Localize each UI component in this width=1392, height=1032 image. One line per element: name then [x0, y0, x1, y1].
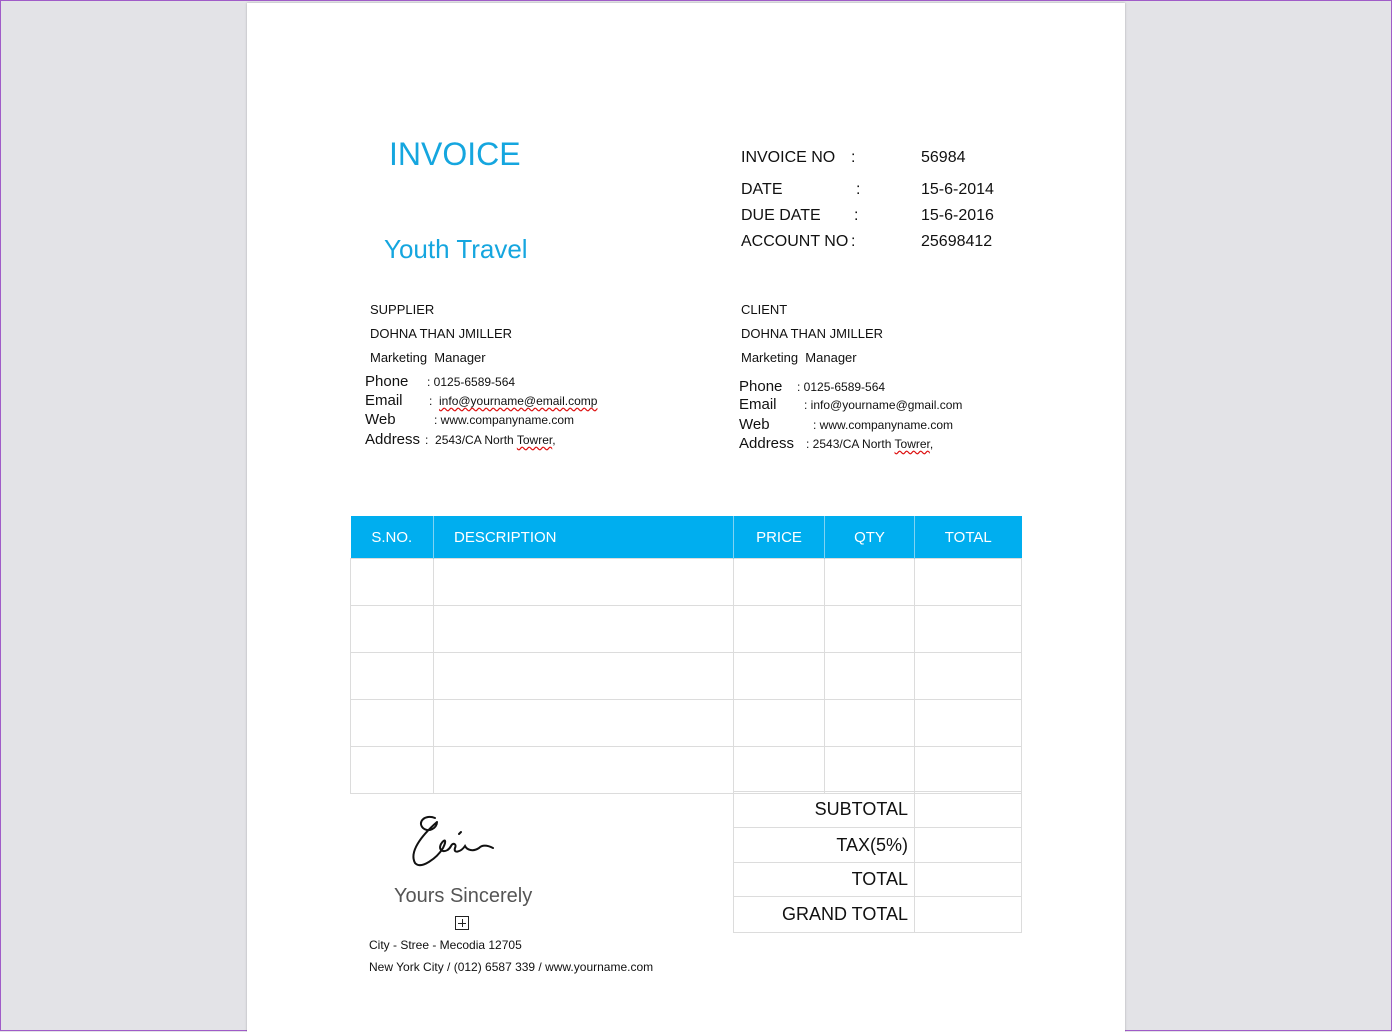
client-address-label: Address [739, 435, 795, 452]
table-cell[interactable] [434, 606, 734, 653]
client-address: : 2543/CA North Towrer, [806, 437, 934, 451]
supplier-role: Marketing Manager [370, 350, 486, 365]
table-cell[interactable] [351, 559, 434, 606]
table-row [351, 606, 1022, 653]
table-cell[interactable] [351, 606, 434, 653]
table-cell[interactable] [915, 606, 1022, 653]
signature-image [407, 808, 502, 873]
supplier-phone-label: Phone [365, 373, 409, 390]
invoice-title: INVOICE [389, 136, 521, 172]
table-cell[interactable] [825, 747, 915, 794]
add-box-icon[interactable] [455, 916, 469, 930]
header-qty: QTY [825, 516, 915, 559]
invoice-page [247, 3, 1125, 1032]
table-cell[interactable] [351, 700, 434, 747]
footer-address-line2: New York City / (012) 6587 339 / www.yourname.com [369, 960, 654, 974]
table-cell[interactable] [734, 700, 825, 747]
table-cell[interactable] [825, 653, 915, 700]
table-cell[interactable] [915, 559, 1022, 606]
tax-value[interactable] [915, 828, 1022, 863]
grand-total-value[interactable] [915, 897, 1022, 933]
meta-account-no-value: 25698412 [921, 233, 993, 250]
tax-label: TAX(5%) [734, 828, 915, 863]
table-cell[interactable] [434, 700, 734, 747]
total-label: TOTAL [734, 863, 915, 897]
client-email-label: Email [739, 396, 777, 413]
meta-invoice-no-value: 56984 [921, 149, 966, 166]
subtotal-label: SUBTOTAL [734, 792, 915, 828]
totals-row [734, 863, 1022, 897]
meta-invoice-no-label: INVOICE NO [741, 149, 836, 166]
client-heading: CLIENT [741, 302, 788, 317]
items-table [350, 516, 1022, 794]
client-email: : info@yourname@gmail.com [804, 398, 963, 412]
totals-row [734, 828, 1022, 863]
client-web-label: Web [739, 416, 770, 433]
client-phone-label: Phone [739, 378, 783, 395]
table-cell[interactable] [734, 559, 825, 606]
client-role: Marketing Manager [741, 350, 857, 365]
total-value[interactable] [915, 863, 1022, 897]
footer-address-line1: City - Stree - Mecodia 12705 [369, 938, 522, 952]
table-cell[interactable] [825, 559, 915, 606]
meta-date-label: DATE [741, 181, 783, 198]
table-cell[interactable] [915, 700, 1022, 747]
table-cell[interactable] [734, 606, 825, 653]
table-cell[interactable] [825, 606, 915, 653]
supplier-address-label: Address [365, 431, 421, 448]
client-phone: : 0125-6589-564 [797, 380, 886, 394]
table-cell[interactable] [915, 653, 1022, 700]
table-cell[interactable] [351, 653, 434, 700]
header-total: TOTAL [915, 516, 1022, 559]
meta-sep: : [851, 149, 856, 166]
grand-total-label: GRAND TOTAL [734, 897, 915, 933]
table-cell[interactable] [434, 559, 734, 606]
table-cell[interactable] [434, 747, 734, 794]
table-cell[interactable] [351, 747, 434, 794]
header-sno: S.NO. [351, 516, 434, 559]
meta-date-value: 15-6-2014 [921, 181, 994, 198]
meta-sep: : [851, 233, 856, 250]
client-name: DOHNA THAN JMILLER [741, 326, 884, 341]
supplier-email: : info@yourname@email.comp [429, 394, 598, 408]
table-row [351, 559, 1022, 606]
supplier-phone: : 0125-6589-564 [427, 375, 516, 389]
supplier-address: : 2543/CA North Towrer, [425, 433, 556, 447]
meta-sep: : [856, 181, 861, 198]
supplier-name: DOHNA THAN JMILLER [370, 326, 513, 341]
table-row [351, 747, 1022, 794]
header-price: PRICE [734, 516, 825, 559]
subtotal-value[interactable] [915, 792, 1022, 828]
table-row [351, 653, 1022, 700]
table-cell[interactable] [825, 700, 915, 747]
table-row [351, 700, 1022, 747]
header-description: DESCRIPTION [434, 516, 734, 559]
yours-sincerely: Yours Sincerely [394, 885, 533, 907]
meta-due-date-label: DUE DATE [741, 207, 821, 224]
totals-table [733, 791, 1022, 933]
meta-sep: : [854, 207, 859, 224]
supplier-email-label: Email [365, 392, 403, 409]
supplier-heading: SUPPLIER [370, 302, 435, 317]
supplier-web-label: Web [365, 411, 396, 428]
totals-row [734, 792, 1022, 828]
table-cell[interactable] [734, 747, 825, 794]
table-cell[interactable] [734, 653, 825, 700]
supplier-web: : www.companyname.com [434, 413, 575, 427]
table-cell[interactable] [434, 653, 734, 700]
client-web: : www.companyname.com [813, 418, 954, 432]
table-cell[interactable] [915, 747, 1022, 794]
company-name: Youth Travel [384, 234, 528, 264]
meta-due-date-value: 15-6-2016 [921, 207, 994, 224]
totals-row [734, 897, 1022, 933]
meta-account-no-label: ACCOUNT NO [741, 233, 849, 250]
items-header-row [351, 516, 1022, 559]
